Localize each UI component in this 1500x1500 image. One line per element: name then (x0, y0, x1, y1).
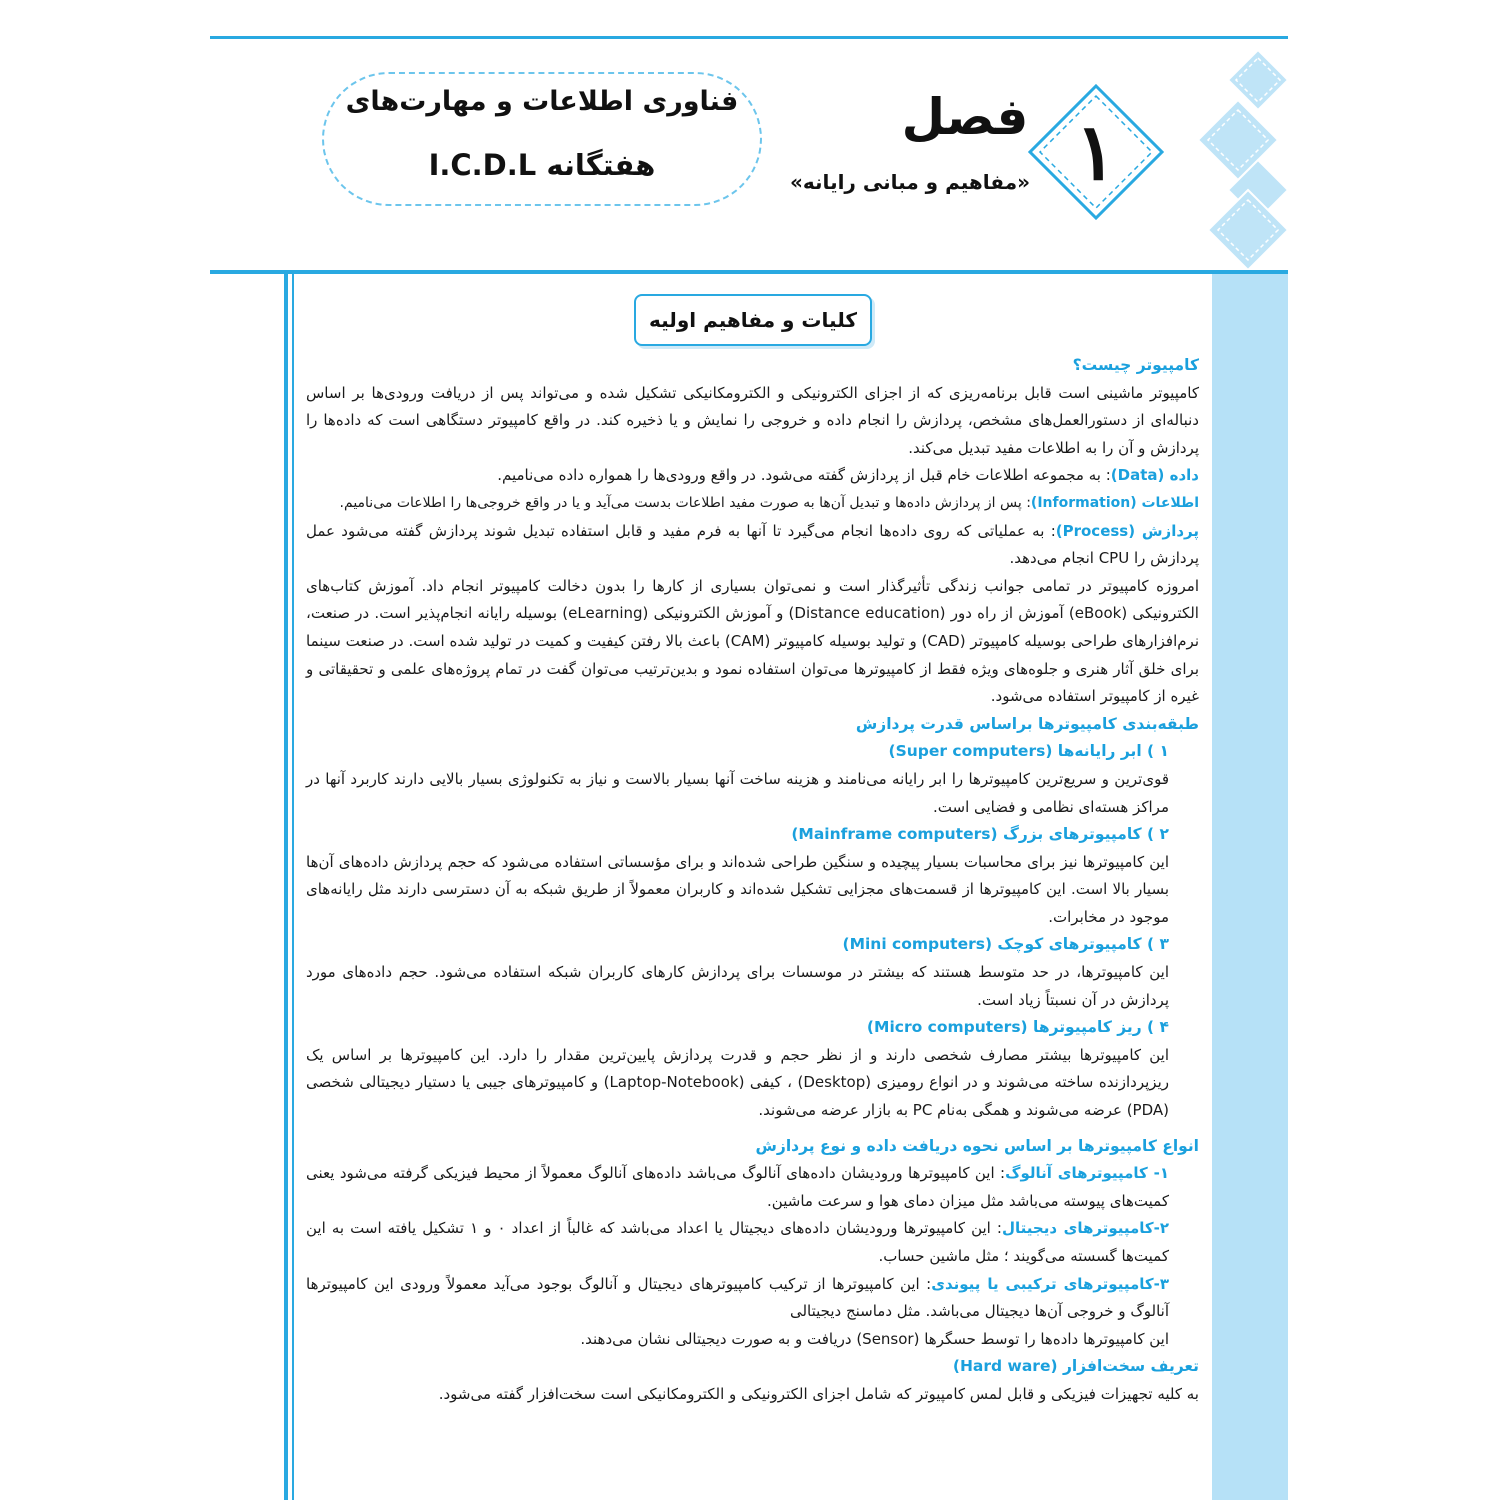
class-micro-title: ۴ ) ریز کامپیوترها (Micro computers) (866, 1018, 1169, 1037)
chapter-subtitle: «مفاهیم و مبانی رایانه» (790, 170, 1030, 194)
page-content (306, 352, 1199, 1409)
definition-information (306, 490, 1199, 518)
right-side-band (1212, 274, 1288, 1500)
chapter-number: ۱ (1075, 106, 1117, 198)
definition-data-text: : به مجموعه اطلاعات خام قبل از پردازش گفته می‌شود. در واقع ورودی‌ها را همواره داده می‌نامیم. (497, 466, 1111, 485)
term-process: پردازش (Process) (1055, 521, 1199, 540)
heading-what-is-computer: کامپیوتر چیست؟ (1072, 356, 1199, 374)
class-mainframe-title: ۲ ) کامپیوترهای بزرگ (Mainframe computers) (791, 825, 1169, 844)
paragraph-hardware: به کلیه تجهیزات فیزیکی و قابل لمس کامپیوتر که شامل اجزای الکترونیکی و الکترومکانیکی است سخت‌افزار گفته می‌شود. (438, 1384, 1199, 1403)
heading-classification: طبقه‌بندی کامپیوترها براساس قدرت پردازش (855, 714, 1199, 733)
class-mainframe-text: این کامپیوترها نیز برای محاسبات بسیار پیچیده و سنگین طراحی شده‌اند و برای مؤسساتی استفاده می‌شود که حجم پردازش داده‌های آن‌ها بسیار بالا است. این کامپیوترها از قسمت‌های مجزایی تشکیل شده‌اند و کاربران معمولاً از طریق شبکه به آن دسترسی دارند مثل رایانه‌های موجود در مخابرات. (306, 852, 1169, 926)
heading-types: انواع کامپیوترها بر اساس نحوه دریافت داده و نوع پردازش (755, 1136, 1199, 1155)
book-title-line1: فناوری اطلاعات و مهارت‌های (345, 86, 739, 117)
class-mini-title: ۳ ) کامپیوترهای کوچک (Mini computers) (842, 935, 1169, 954)
chapter-word: فصل (901, 88, 1029, 146)
term-information: اطلاعات (Information) (1030, 494, 1199, 511)
decorative-diamonds (1198, 40, 1288, 270)
term-data: داده (Data) (1110, 466, 1199, 485)
term-digital: ۲-کامپیوترهای دیجیتال (1002, 1219, 1169, 1238)
paragraph-computer-today: امروزه کامپیوتر در تمامی جوانب زندگی تأثیرگذار است و نمی‌توان بسیاری از کارها را بدون دخالت کامپیوتر انجام داد. آموزش کتاب‌های الکترونیکی (eBook) آموزش از راه دور (Distance education) و آموزش الکترونیکی (eLearning) بوسیله رایانه انجام‌پذیر است. در صنعت، نرم‌افزارهای طراحی بوسیله کامپیوتر (CAD) و تولید بوسیله کامپیوتر (CAM) باعث بالا رفتن کیفیت و کمیت در تولید شده است. در صنعت سینما برای خلق آثار هنری و جلوه‌های ویژه فقط از کامپیوترها می‌توان استفاده نمود و بدین‌ترتیب می‌توان گفت در تمام پروژه‌های علمی و تحقیقاتی و غیره از کامپیوتر استفاده می‌شود. (306, 576, 1200, 706)
left-rule (284, 274, 288, 1500)
spacer (306, 1125, 1199, 1133)
type-hybrid-extra: این کامپیوترها داده‌ها را توسط حسگرها (Sensor) دریافت و به صورت دیجیتالی نشان می‌دهند. (580, 1329, 1169, 1348)
type-analog (306, 1160, 1169, 1215)
section-title: کلیات و مفاهیم اولیه (634, 294, 872, 346)
definition-process-text: : به عملیاتی که روی داده‌ها انجام می‌گیرد تا آنها به فرم مفید و قابل استفاده تبدیل شوند پردازش گفته می‌شود عمل پردازش را CPU انجام می‌دهد. (306, 521, 1199, 568)
header-top-rule (210, 36, 1288, 39)
type-digital-text: : این کامپیوترها ورودیشان داده‌های دیجیتال یا اعداد می‌باشد که غالباً از اعداد ۰ و ۱ تشکیل یافته است به این کمیت‌ها گسسته می‌گویند ؛ مثل ماشین حساب. (306, 1219, 1169, 1265)
class-super-title: ۱ ) ابر رایانه‌ها (Super computers) (888, 742, 1169, 761)
definition-process (306, 518, 1199, 573)
heading-hardware: تعریف سخت‌افزار (Hard ware) (952, 1357, 1199, 1376)
type-digital (306, 1215, 1169, 1270)
class-micro-text: این کامپیوترها بیشتر مصارف شخصی دارند و از نظر حجم و قدرت پردازش پایین‌ترین مقدار را دارد. این کامپیوترها بر اساس یک ریزپردازنده ساخته می‌شوند و در انواع رومیزی (Desktop) ، کیفی (Laptop-Notebook) و کامپیوترهای جیبی یا دستیار دیجیتالی شخصی (PDA) عرضه می‌شوند و همگی به‌نام PC به بازار عرضه می‌شوند. (306, 1045, 1169, 1120)
class-super-text: قوی‌ترین و سریع‌ترین کامپیوترها را ابر رایانه می‌نامند و هزینه ساخت آنها بسیار بالاست و نیاز به تکنولوژی بسیار بالایی دارند کاربرد آنها در مراکز هسته‌ای نظامی و فضایی است. (306, 769, 1169, 816)
paragraph-computer-definition: کامپیوتر ماشینی است قابل برنامه‌ریزی که از اجزای الکترونیکی و الکترومکانیکی تشکیل شده و می‌تواند پس از دریافت ورودی‌ها بر اساس دنباله‌ای از دستورالعمل‌های مشخص، پردازش را انجام داده و خروجی را نمایش و یا ذخیره کند. در واقع کامپیوتر دستگاهی است که داده‌ها را پردازش و آن را به اطلاعات مفید تبدیل می‌کند. (306, 383, 1199, 457)
term-analog: ۱- کامپیوترهای آنالوگ (1005, 1164, 1169, 1183)
term-hybrid: ۳-کامپیوترهای ترکیبی یا پیوندی (931, 1274, 1169, 1293)
left-rule-thin (292, 274, 294, 1500)
class-mini-text: این کامپیوترها، در حد متوسط هستند که بیشتر در موسسات برای پردازش کارهای کاربران شبکه استفاده می‌شود. حجم داده‌های مورد پردازش در آن نسبتاً زیاد است. (306, 963, 1169, 1009)
definition-information-text: : پس از پردازش داده‌ها و تبدیل آن‌ها به صورت مفید اطلاعات بدست می‌آید و یا در واقع خروجی‌ها را اطلاعات می‌نامیم. (339, 494, 1031, 511)
header-bottom-rule (210, 270, 1288, 274)
type-hybrid-text: : این کامپیوترها از ترکیب کامپیوترهای دیجیتال و آنالوگ بوجود می‌آید معمولاً ورودی این کامپیوترها آنالوگ و خروجی آن‌ها دیجیتال می‌باشد. مثل دماسنج دیجیتالی (306, 1274, 1169, 1321)
type-hybrid (306, 1271, 1169, 1326)
type-analog-text: : این کامپیوترها ورودیشان داده‌های آنالوگ می‌باشد داده‌های آنالوگ معمولاً از محیط فیزیکی گرفته می‌شود یعنی کمیت‌های پیوسته می‌باشد مثل میزان دمای هوا و سرعت ماشین. (306, 1164, 1169, 1210)
definition-data (306, 462, 1199, 490)
book-title-line2: هفتگانه I.C.D.L (428, 148, 656, 182)
